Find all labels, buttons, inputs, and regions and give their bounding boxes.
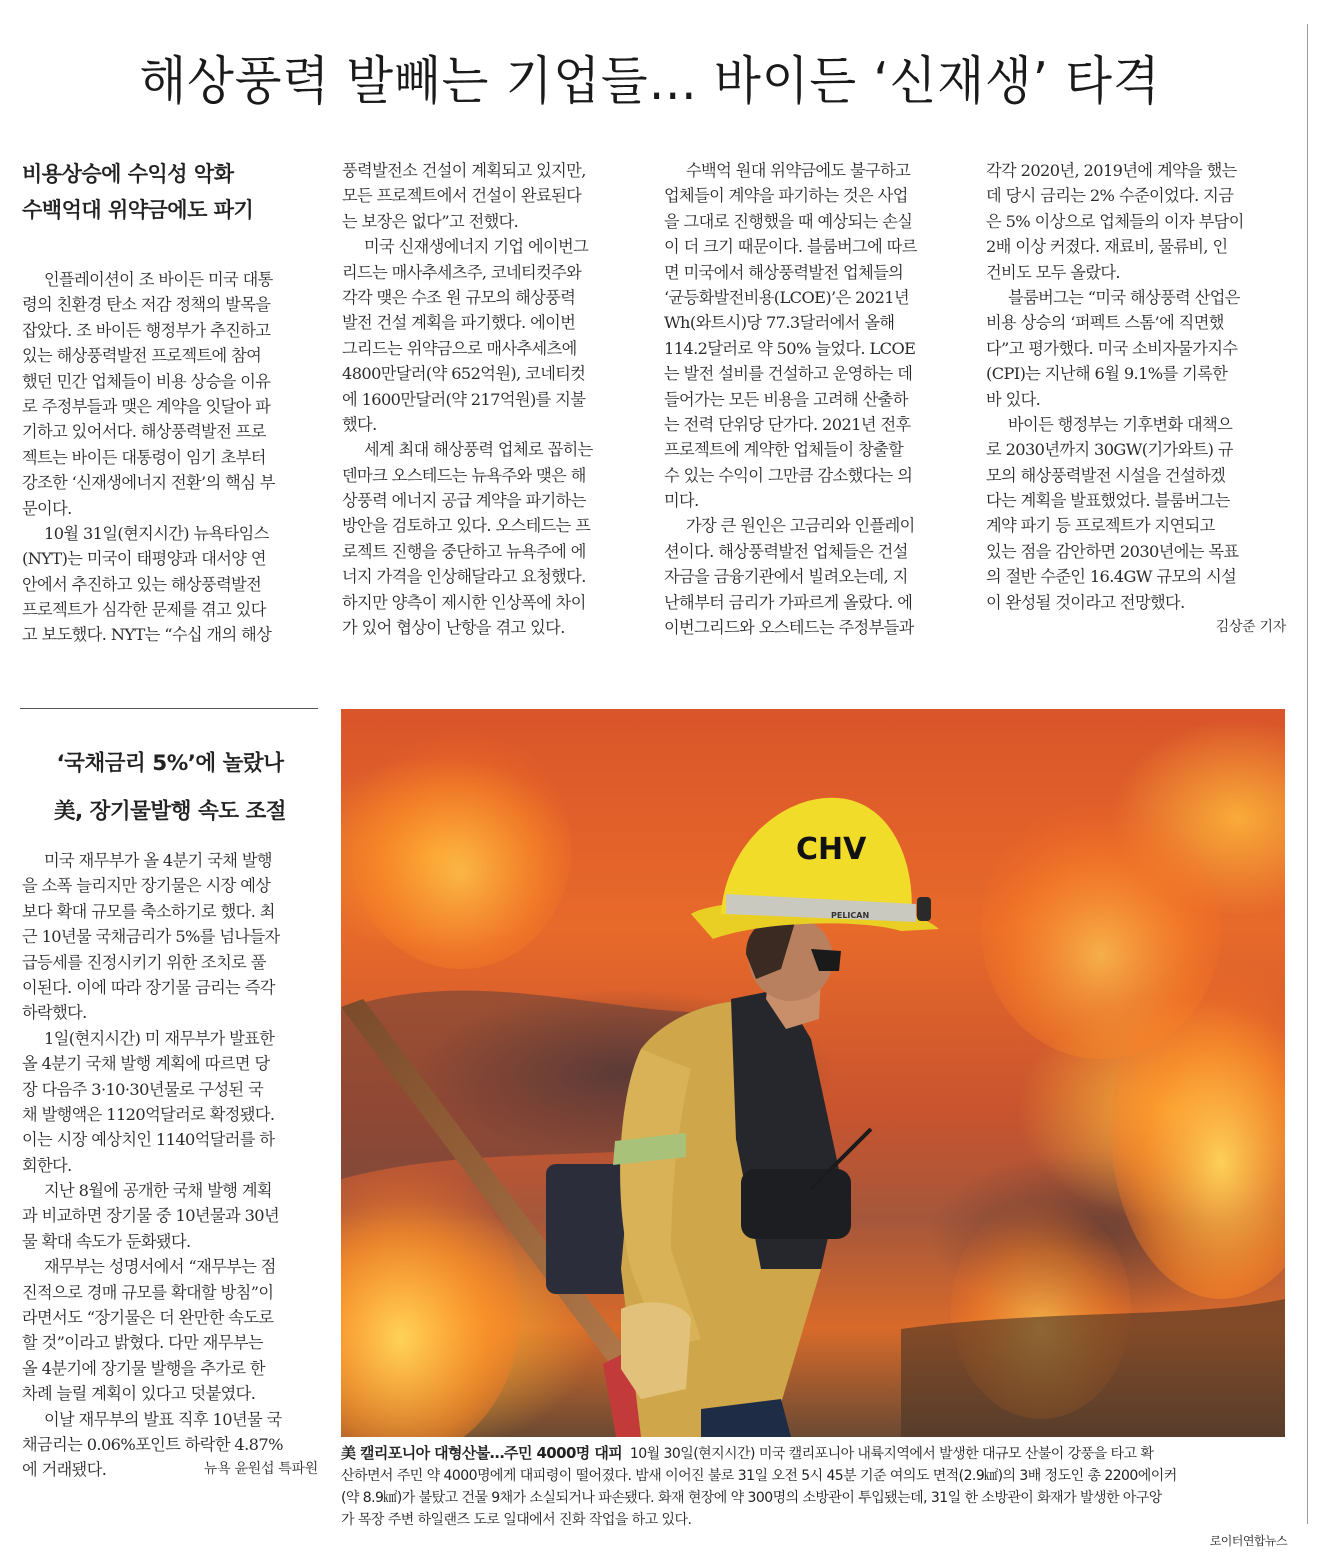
text-line: 덴마크 오스테드는 뉴욕주와 맺은 해 (342, 465, 586, 485)
text-line: 보다 확대 규모를 축소하기로 했다. 최 (22, 901, 275, 921)
text-line: 이는 시장 예상치인 1140억달러를 하 (22, 1130, 275, 1150)
text-line: 프로젝트가 심각한 문제를 겪고 있다 (22, 600, 266, 620)
text-line: 난해부터 금리가 가파르게 올랐다. 에 (664, 592, 913, 612)
text-line: 바 있다. (986, 389, 1041, 409)
text-line: 안에서 추진하고 있는 해상풍력발전 (22, 574, 262, 594)
main-headline: 해상풍력 발빼는 기업들… 바이든 ‘신재생’ 타격 (139, 52, 1161, 112)
text-line: 비용 상승의 ‘퍼펙트 스톰’에 직면했 (986, 313, 1224, 333)
page-edge-rule (1307, 24, 1308, 1524)
article2-subheadline-line: ‘국채금리 5%’에 놀랐나 (56, 751, 284, 776)
text-line: 풍력발전소 건설이 계획되고 있지만, (342, 161, 586, 180)
text-line: 을 소폭 늘리지만 장기물은 시장 예상 (22, 876, 271, 896)
text-line: 재무부는 성명서에서 “재무부는 점 (44, 1257, 276, 1277)
text-line: 자금을 금융기관에서 빌려오는데, 지 (664, 567, 908, 587)
text-line: 10월 31일(현지시간) 뉴욕타임스 (44, 523, 269, 543)
text-line: 수 있는 수익이 그만큼 감소했다는 의 (664, 465, 913, 485)
text-line: 수백억 원대 위약금에도 불구하고 (686, 161, 911, 180)
text-line: 바이든 행정부는 기후변화 대책으 (1008, 414, 1233, 434)
text-line: 114.2달러로 약 50% 늘었다. LCOE (664, 338, 916, 358)
text-line: 는 전력 단위당 단가다. 2021년 전후 (664, 414, 911, 434)
text-line: 물 확대 속도가 둔화됐다. (22, 1231, 191, 1251)
text-line: 하지만 양측이 제시한 인상폭에 차이 (342, 592, 586, 612)
text-line: 하락했다. (22, 1003, 87, 1023)
text-line: 고 보도했다. NYT는 “수십 개의 해상 (22, 625, 272, 645)
text-line: 계약 파기 등 프로젝트가 지연되고 (986, 516, 1215, 536)
text-line: ‘균등화발전비용(LCOE)’은 2021년 (664, 287, 910, 307)
wildfire-photo (341, 709, 1285, 1437)
text-line: 이날 재무부의 발표 직후 10년물 국 (44, 1409, 282, 1429)
text-line: 지난 8월에 공개한 국채 발행 계획 (44, 1181, 272, 1201)
article2-subheadline-line: 美, 장기물발행 속도 조절 (53, 799, 287, 824)
article1-column-4 (986, 158, 1286, 640)
text-line: Wh(와트시)당 77.3달러에서 올해 (664, 313, 895, 333)
text-line: 차례 늘릴 계획이 있다고 덧붙였다. (22, 1384, 256, 1404)
text-line: 채금리는 0.06%포인트 하락한 4.87% (22, 1434, 283, 1454)
text-line: 그리드는 위약금으로 매사추세츠에 (342, 338, 577, 358)
text-line: 급등세를 진정시키기 위한 조치로 풀 (22, 952, 266, 972)
article1-column-3 (664, 158, 964, 640)
text-line: 령의 친환경 탄소 저감 정책의 발목을 (22, 295, 271, 315)
article1-subheadline-line: 비용상승에 수익성 악화 (22, 162, 234, 186)
article1-subheadline (22, 156, 253, 228)
text-line: (CPI)는 지난해 6월 9.1%를 기록한 (986, 364, 1228, 384)
text-line: 진적으로 경매 규모를 확대할 방침”이 (22, 1282, 274, 1302)
text-line: 모의 해상풍력발전 시설을 건설하겠 (986, 465, 1226, 485)
caption-line: (약 8.9㎢)가 불탔고 건물 9채가 소실되거나 파손됐다. 화재 현장에 약 300명의 소방관이 투입됐는데, 31일 한 소방관이 화재가 발생한 아구앙 (341, 1490, 1162, 1506)
text-line: 각각 맺은 수조 원 규모의 해상풍력 (342, 287, 576, 307)
text-line-with-byline (22, 1457, 318, 1482)
text-line: 들어가는 모든 비용을 고려해 산출하 (664, 389, 908, 409)
text-line: 미국 재무부가 올 4분기 국채 발행 (44, 851, 272, 870)
text-line: 이 더 크기 때문이다. 블룸버그에 따르 (664, 237, 917, 257)
text-line: 로 주정부들과 맺은 계약을 잇달아 파 (22, 396, 271, 416)
text-line: 는 발전 설비를 건설하고 운영하는 데 (664, 364, 913, 384)
text-line: 근 10년물 국채금리가 5%를 넘나들자 (22, 927, 280, 947)
article2-body (22, 848, 318, 1483)
text-line: 미국 신재생에너지 기업 에이번그 (364, 237, 589, 257)
text-line: 문이다. (22, 498, 72, 518)
text-line: 1일(현지시간) 미 재무부가 발표한 (44, 1028, 275, 1048)
text-line: 할 것”이라고 밝혔다. 다만 재무부는 (22, 1333, 263, 1353)
text-line: 가장 큰 원인은 고금리와 인플레이 (686, 516, 915, 536)
text-line: 장 다음주 3·10·30년물로 구성된 국 (22, 1079, 264, 1099)
text-line: 은 5% 이상으로 업체들의 이자 부담이 (986, 211, 1244, 231)
firefighter-illustration (341, 709, 1285, 1437)
text-line: 있는 해상풍력발전 프로젝트에 참여 (22, 346, 262, 366)
text-line: 건비도 모두 올랐다. (986, 262, 1120, 282)
article1-byline: 김상준 기자 (1215, 619, 1286, 636)
text-line: 프로젝트에 계약한 업체들이 창출할 (664, 440, 904, 460)
text-line: 미다. (664, 491, 699, 511)
text-line: 너지 가격을 인상해달라고 요청했다. (342, 567, 586, 587)
article2-byline: 뉴욕 윤원섭 특파원 (203, 1461, 318, 1478)
text-line: 올 4분기 국채 발행 계획에 따르면 당 (22, 1054, 270, 1074)
text-line: 인플레이션이 조 바이든 미국 대통 (44, 270, 273, 289)
text-line: 이번그리드와 오스테드는 주정부들과 (664, 618, 914, 638)
caption-title: 美 캘리포니아 대형산불…주민 4000명 대피 (341, 1444, 623, 1462)
text-line: 채 발행액은 1120억달러로 확정됐다. (22, 1104, 275, 1124)
text-line: 젝트는 바이든 대통령이 임기 초부터 (22, 447, 266, 467)
caption-line: 10월 30일(현지시간) 미국 캘리포니아 내륙지역에서 발생한 대규모 산불이 강풍을 타고 확 (629, 1446, 1154, 1462)
text-line: 이 완성될 것이라고 전망했다. (986, 592, 1185, 612)
text-line: 과 비교하면 장기물 중 10년물과 30년 (22, 1206, 280, 1226)
text-line: 세계 최대 해상풍력 업체로 꼽히는 (364, 440, 593, 460)
text-line: 2배 이상 커졌다. 재료비, 물류비, 인 (986, 237, 1228, 257)
article1-column-1 (22, 267, 318, 648)
text-line: 강조한 ‘신재생에너지 전환’의 핵심 부 (22, 473, 275, 493)
text-line: 기하고 있어서다. 해상풍력발전 프로 (22, 422, 266, 442)
section-divider (20, 708, 318, 709)
text-line: 업체들이 계약을 파기하는 것은 사업 (664, 186, 908, 206)
text-line: 에 1600만달러(약 217억원)를 지불 (342, 389, 586, 409)
article2-subheadline (22, 740, 318, 836)
text-line: 모든 프로젝트에서 건설이 완료된다 (342, 186, 582, 206)
text-line: 라면서도 “장기물은 더 완만한 속도로 (22, 1308, 274, 1328)
article1-subheadline-line: 수백억대 위약금에도 파기 (22, 198, 254, 222)
text-line: 각각 2020년, 2019년에 계약을 했는 (986, 161, 1237, 180)
text-line: 로 2030년까지 30GW(기가와트) 규 (986, 440, 1233, 460)
article1-column-2 (342, 158, 640, 640)
text-line: 상풍력 에너지 공급 계약을 파기하는 (342, 491, 586, 511)
text-line: 다”고 평가했다. 미국 소비자물가지수 (986, 338, 1238, 358)
text-line: 회한다. (22, 1155, 72, 1175)
text-line: 블룸버그는 “미국 해상풍력 산업은 (1008, 287, 1240, 307)
text-line: 다는 계획을 발표했었다. 블룸버그는 (986, 491, 1230, 511)
text-line: 올 4분기에 장기물 발행을 추가로 한 (22, 1358, 265, 1378)
text-line: 션이다. 해상풍력발전 업체들은 건설 (664, 541, 908, 561)
text-line: 했다. (342, 414, 377, 434)
text-line: 을 그대로 진행했을 때 예상되는 손실 (664, 211, 913, 231)
text-line: 가 있어 협상이 난항을 겪고 있다. (342, 618, 565, 638)
text-line: 4800만달러(약 652억원), 코네티컷 (342, 364, 586, 384)
text-line: 있는 점을 감안하면 2030년에는 목표 (986, 541, 1239, 561)
text-line: 로젝트 진행을 중단하고 뉴욕주에 에 (342, 541, 586, 561)
text-line: 면 미국에서 해상풍력발전 업체들의 (664, 262, 904, 282)
text-line: 잡았다. 조 바이든 행정부가 추진하고 (22, 320, 271, 340)
text-line: 발전 건설 계획을 파기했다. 에이번 (342, 313, 576, 333)
text-line: 리드는 매사추세츠주, 코네티컷주와 (342, 262, 582, 282)
text-line: 했던 민간 업체들이 비용 상승을 이유 (22, 371, 271, 391)
text-line: (NYT)는 미국이 태평양과 대서양 연 (22, 549, 266, 569)
text-line: 이된다. 이에 따라 장기물 금리는 즉각 (22, 977, 275, 997)
headlamp-label: PELICAN (831, 911, 870, 920)
text-line: 에 거래됐다. (22, 1460, 107, 1480)
caption-line: 가 목장 주변 하일랜즈 도로 일대에서 진화 작업을 하고 있다. (341, 1512, 692, 1528)
text-line: 방안을 검토하고 있다. 오스테드는 프 (342, 516, 591, 536)
photo-credit: 로이터연합뉴스 (1209, 1534, 1287, 1548)
text-line: 의 절반 수준인 16.4GW 규모의 시설 (986, 567, 1237, 587)
text-line: 데 당시 금리는 2% 수준이었다. 지금 (986, 186, 1234, 206)
caption-line: 산하면서 주민 약 4000명에게 대피령이 떨어졌다. 밤새 이어진 불로 31일 오전 5시 45분 기준 여의도 면적(2.9㎢)의 3배 정도인 총 2200에이커 (341, 1468, 1177, 1484)
text-line: 는 보장은 없다”고 전했다. (342, 211, 519, 231)
photo-caption (341, 1442, 1287, 1550)
helmet-label: CHV (796, 832, 867, 867)
